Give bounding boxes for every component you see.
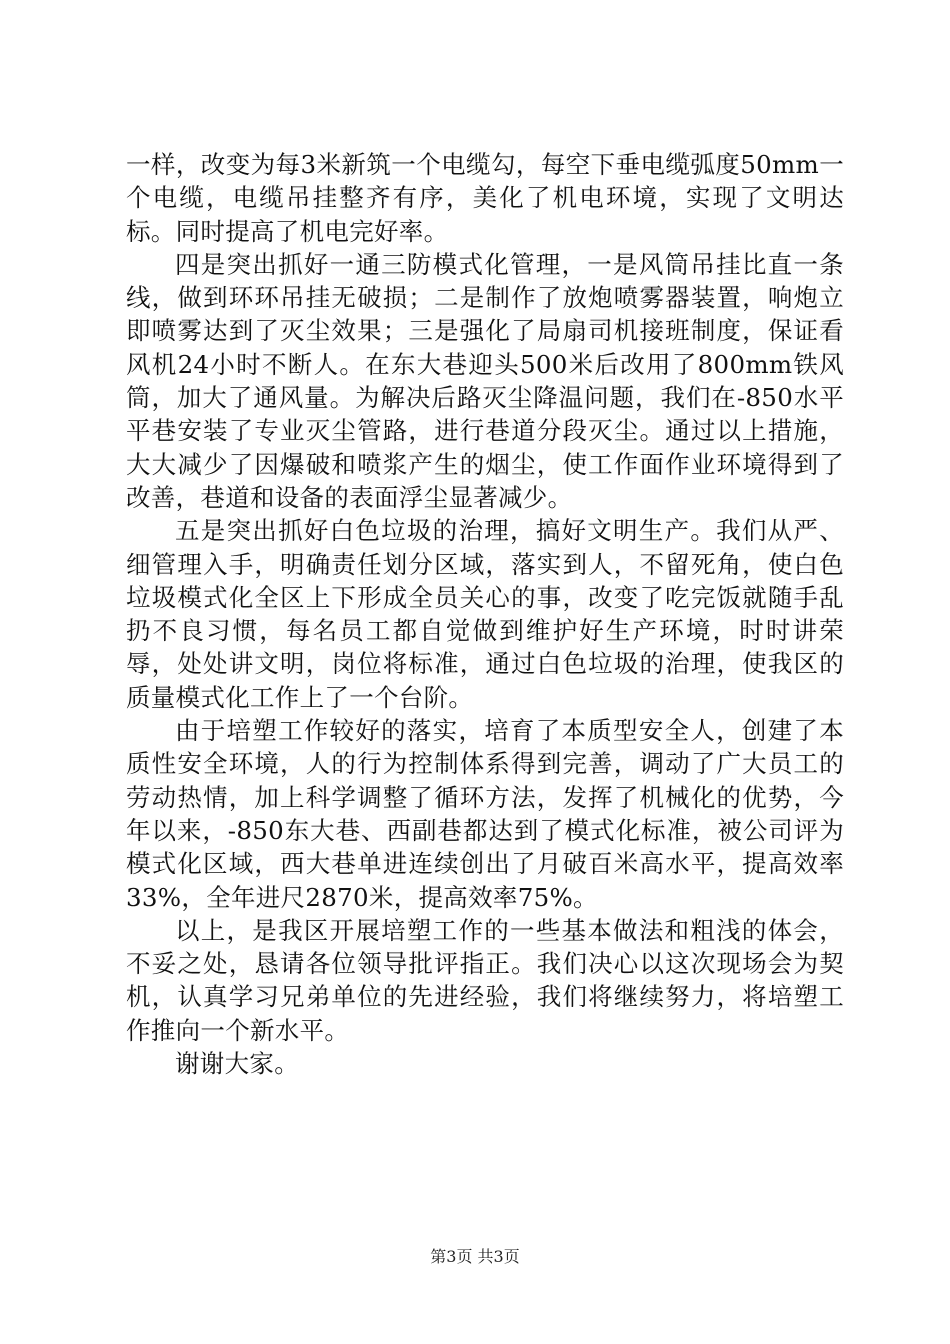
paragraph-results: 由于培塑工作较好的落实，培育了本质型安全人，创建了本质性安全环境，人的行为控制体系得到完善，调动了广大员工的劳动热情，加上科学调整了循环方法，发挥了机械化的优势，今年以来，-850东大巷、西副巷都达到了模式化标准，被公司评为模式化区域，西大巷单进连续创出了月破百米高水平，提高效率33%，全年进尺2870米，提高效率75%。	[126, 716, 844, 912]
paragraph-white-waste: 五是突出抓好白色垃圾的治理，搞好文明生产。我们从严、细管理入手，明确责任划分区域，落实到人，不留死角，使白色垃圾模式化全区上下形成全员关心的事，改变了吃完饭就随手乱扔不良习惯，每名员工都自觉做到维护好生产环境，时时讲荣辱，处处讲文明，岗位将标准，通过白色垃圾的治理，使我区的质量模式化工作上了一个台阶。	[126, 516, 844, 712]
paragraph-continued: 一样，改变为每3米新筑一个电缆勾，每空下垂电缆弧度50mm一个电缆，电缆吊挂整齐有序，美化了机电环境，实现了文明达标。同时提高了机电完好率。	[126, 150, 844, 246]
paragraph-ventilation: 四是突出抓好一通三防模式化管理，一是风筒吊挂比直一条线，做到环环吊挂无破损；二是制作了放炮喷雾器装置，响炮立即喷雾达到了灭尘效果；三是强化了局扇司机接班制度，保证看风机24小时不断人。在东大巷迎头500米后改用了800mm铁风筒，加大了通风量。为解决后路灭尘降温问题，我们在-850水平平巷安装了专业灭尘管路，进行巷道分段灭尘。通过以上措施，大大减少了因爆破和喷浆产生的烟尘，使工作面作业环境得到了改善，巷道和设备的表面浮尘显著减少。	[126, 249, 844, 512]
paragraph-conclusion: 以上，是我区开展培塑工作的一些基本做法和粗浅的体会，不妥之处，恳请各位领导批评指正。我们决心以这次现场会为契机，认真学习兄弟单位的先进经验，我们将继续努力，将培塑工作推向一个新水平。	[126, 915, 844, 1045]
document-body	[126, 148, 844, 1080]
paragraph-thanks: 谢谢大家。	[175, 1049, 299, 1079]
page-number-footer: 第3页 共3页	[430, 1247, 520, 1266]
